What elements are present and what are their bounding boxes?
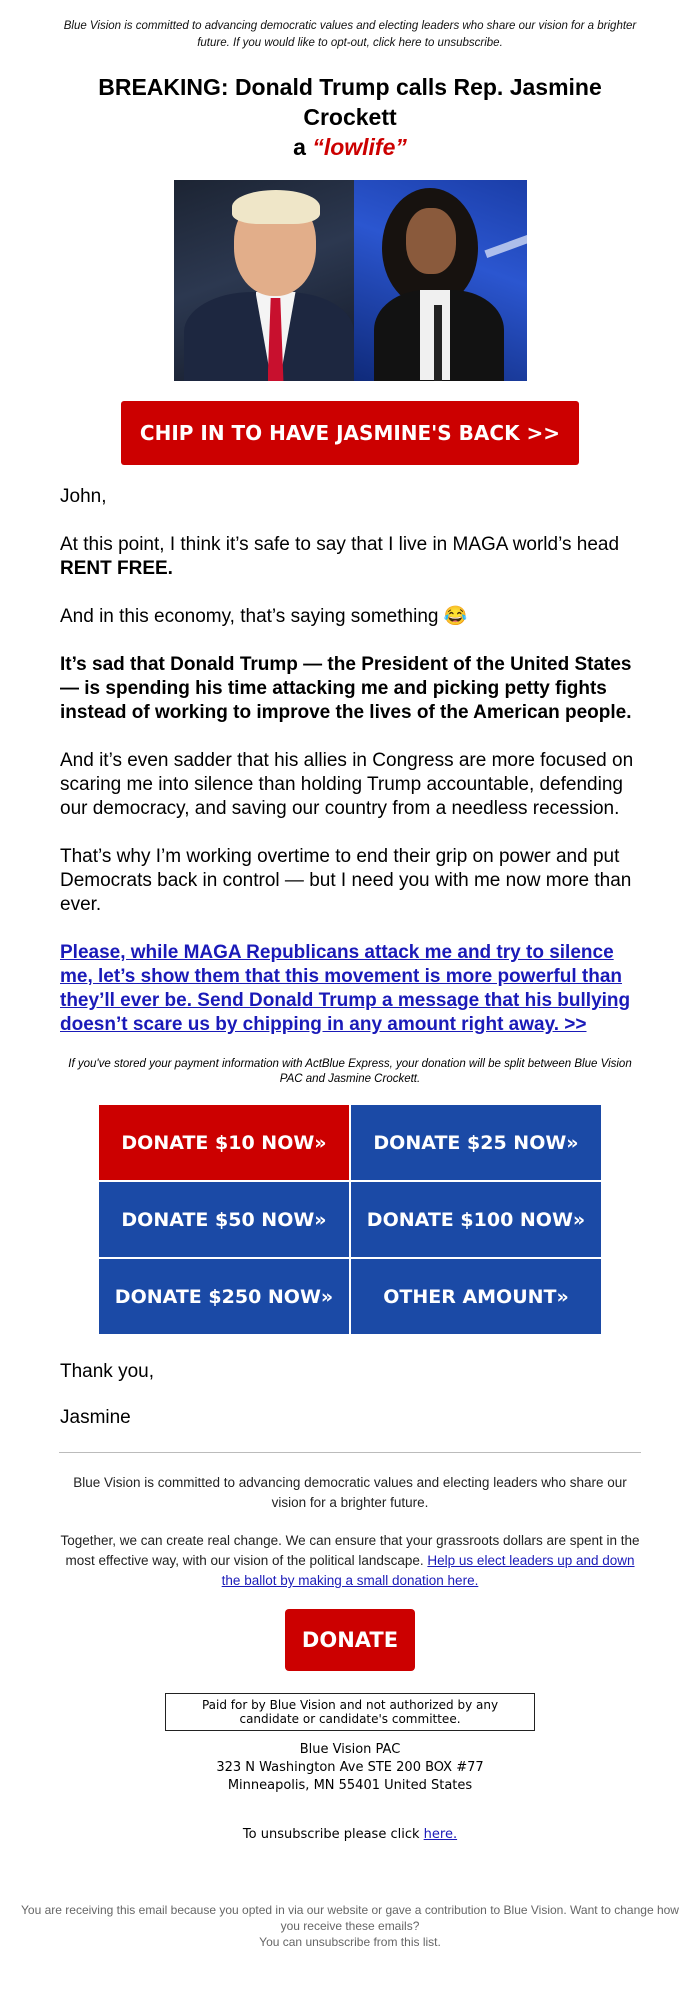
letter-body (60, 485, 642, 1037)
together-text (60, 1531, 640, 1591)
donate-100-button[interactable]: DONATE $100 NOW» (351, 1182, 601, 1257)
donate-10-button[interactable]: DONATE $10 NOW» (99, 1105, 349, 1180)
paragraph-allies: And it’s even sadder that his allies in Congress are more focused on scaring me into silence than holding Trump accountable, defending our democracy, and saving our country from a needless recession. (60, 750, 634, 819)
paragraph-rent-free (60, 533, 642, 581)
paragraph-rent-free-text: At this point, I think it’s safe to say that I live in MAGA world’s head (60, 534, 620, 555)
donald-trump-photo (174, 180, 354, 381)
headline (50, 72, 650, 162)
footer-mission (60, 1473, 640, 1591)
hero-image[interactable] (174, 180, 527, 381)
donate-button-grid (99, 1105, 601, 1334)
donate-ask-link[interactable]: Please, while MAGA Republicans attack me and try to silence me, let’s show them that this movement is more powerful than they’ll ever be. Send Donald Trump a message that his bullying doesn’t scare us by chipping in any amount right away. >> (60, 942, 631, 1035)
jasmine-crockett-photo (354, 180, 527, 381)
unsubscribe-text: To unsubscribe please click (242, 1827, 420, 1842)
unsubscribe-list-text[interactable]: You can unsubscribe from this list. (259, 1935, 441, 1949)
footer-donate-button[interactable]: DONATE (285, 1609, 415, 1671)
paragraph-sad: It’s sad that Donald Trump — the President of the United States — is spending his time attacking me and picking petty fights instead of working to improve the lives of the American people. (60, 654, 632, 723)
actblue-express-note: If you've stored your payment information with ActBlue Express, your donation will be split between Blue Vision PAC and Jasmine Crockett. (68, 1058, 632, 1085)
headline-prefix: a (293, 134, 306, 160)
paragraph-ask (60, 941, 642, 1037)
thank-you-text: Thank you, (60, 1361, 154, 1382)
paragraph-economy (60, 605, 642, 629)
unsubscribe-link[interactable]: here. (423, 1827, 458, 1842)
headline-quote: “lowlife” (312, 134, 407, 160)
divider (59, 1452, 641, 1453)
org-name: Blue Vision PAC (299, 1742, 401, 1757)
closing (60, 1360, 700, 1430)
address-line-1: 323 N Washington Ave STE 200 BOX #77 (216, 1760, 484, 1775)
donate-250-button[interactable]: DONATE $250 NOW» (99, 1259, 349, 1334)
donate-25-button[interactable]: DONATE $25 NOW» (351, 1105, 601, 1180)
signature: Jasmine (60, 1407, 131, 1428)
address-line-2: Minneapolis, MN 55401 United States (227, 1778, 473, 1793)
greeting: John, (60, 486, 107, 507)
rent-free-bold: RENT FREE. (60, 558, 173, 579)
laughing-emoji-icon: 😂 (443, 606, 468, 627)
donate-other-amount-button[interactable]: OTHER AMOUNT» (351, 1259, 601, 1334)
legal-footer (10, 1902, 690, 1950)
paid-for-disclaimer: Paid for by Blue Vision and not authorized by any candidate or candidate's committee. (165, 1693, 535, 1731)
mission-text: Blue Vision is committed to advancing democratic values and electing leaders who share our vision for a brighter future. (73, 1475, 627, 1510)
preheader-text[interactable]: Blue Vision is committed to advancing democratic values and electing leaders who share our vision for a brighter future. If you would like to opt-out, click here to unsubscribe. (63, 20, 637, 49)
donate-50-button[interactable]: DONATE $50 NOW» (99, 1182, 349, 1257)
mailing-address (0, 1741, 700, 1795)
paragraph-overtime: That’s why I’m working overtime to end their grip on power and put Democrats back in control — but I need you with me now more than ever. (60, 846, 632, 915)
headline-main: BREAKING: Donald Trump calls Rep. Jasmine Crockett (98, 74, 602, 130)
paragraph-economy-text: And in this economy, that’s saying something (60, 606, 439, 627)
small-donation-link[interactable]: Help us elect leaders up and down the ballot by making a small donation here. (221, 1553, 635, 1588)
opt-in-notice: You are receiving this email because you opted in via our website or gave a contribution to Blue Vision. Want to change how you receive these emails? (21, 1903, 679, 1933)
unsubscribe-line (0, 1827, 700, 1842)
chip-in-cta-button[interactable]: CHIP IN TO HAVE JASMINE'S BACK >> (121, 401, 579, 465)
together-copy: Together, we can create real change. We can ensure that your grassroots dollars are spent in the most effective way, with our vision of the political landscape. (60, 1533, 640, 1568)
